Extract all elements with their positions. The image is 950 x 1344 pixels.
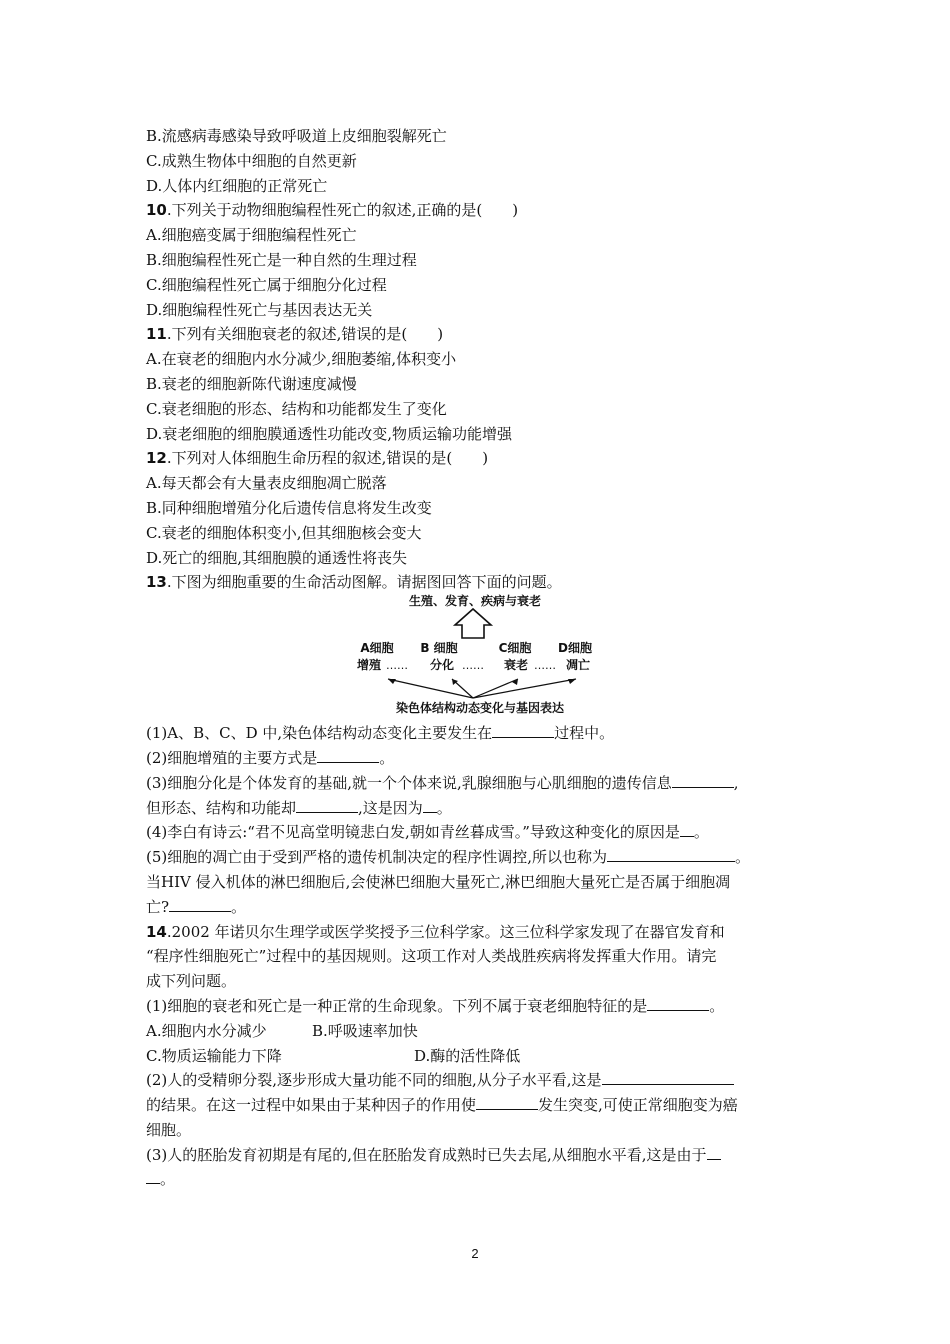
text: (5)细胞的凋亡由于受到严格的遗传机制决定的程序性调控,所以也称为 — [146, 848, 608, 867]
q13-part1 — [146, 721, 826, 746]
option-line: D.死亡的细胞,其细胞膜的通透性将丧失 — [146, 548, 408, 567]
q14-part2 — [146, 1068, 826, 1093]
option-line: C.细胞编程性死亡属于细胞分化过程 — [146, 275, 387, 294]
label-d-line2: 凋亡 — [565, 658, 590, 673]
q13-part5 — [146, 845, 826, 870]
question-text: .下图为细胞重要的生命活动图解。请据图回答下面的问题。 — [166, 573, 562, 592]
answer-blank[interactable] — [492, 722, 554, 738]
text: 但形态、结构和功能却 — [146, 798, 297, 817]
page-number: 2 — [471, 1246, 479, 1261]
answer-blank[interactable] — [169, 896, 231, 912]
q13-part3-cont — [146, 796, 826, 821]
option-line: D.衰老细胞的细胞膜通透性功能改变,物质运输功能增强 — [146, 424, 513, 443]
text: ,这是因为 — [358, 798, 423, 817]
text: 当HIV 侵入机体的淋巴细胞后,会使淋巴细胞大量死亡,淋巴细胞大量死亡是否属于细胞凋 — [146, 872, 731, 891]
text: (4)李白有诗云:“君不见高堂明镜悲白发,朝如青丝暮成雪。”导致这种变化的原因是 — [146, 823, 680, 842]
question-13-stem — [146, 570, 826, 595]
label-b-line1: B 细胞 — [420, 641, 458, 656]
question-number: 11 — [146, 325, 167, 344]
answer-blank[interactable] — [317, 747, 379, 763]
option-line: A.细胞癌变属于细胞编程性死亡 — [146, 226, 357, 245]
question-14-stem-cont: “程序性细胞死亡”过程中的基因规则。这项工作对人类战胜疾病将发挥重大作用。请完 — [146, 947, 717, 966]
text: (3)细胞分化是个体发育的基础,就一个个体来说,乳腺细胞与心肌细胞的遗传信息 — [146, 773, 672, 792]
answer-blank[interactable] — [607, 846, 735, 862]
label-d-line1: D细胞 — [558, 641, 592, 656]
option-line: C.衰老细胞的形态、结构和功能都发生了变化 — [146, 399, 447, 418]
question-text: .2002 年诺贝尔生理学或医学奖授予三位科学家。这三位科学家发现了在器官发育和 — [166, 922, 725, 941]
option-c: C.物质运输能力下降 — [146, 1046, 282, 1065]
arrowhead-a — [388, 679, 396, 684]
dots: …… — [386, 659, 408, 673]
answer-blank[interactable] — [602, 1069, 734, 1085]
q14-part2-cont — [146, 1093, 826, 1118]
q13-part2 — [146, 746, 826, 771]
option-a: A.细胞内水分减少 — [146, 1021, 267, 1040]
text: 。 — [160, 1170, 176, 1189]
label-a-line2: 增殖 — [356, 658, 381, 673]
text: (3)人的胚胎发育初期是有尾的,但在胚胎发育成熟时已失去尾,从细胞水平看,这是由于 — [146, 1145, 707, 1164]
arrowhead-d — [568, 679, 576, 684]
text: 。 — [709, 996, 725, 1015]
label-a-line1: A细胞 — [360, 641, 394, 656]
text: 过程中。 — [554, 724, 615, 743]
option-line: A.每天都会有大量表皮细胞凋亡脱落 — [146, 474, 387, 493]
option-line: C.衰老的细胞体积变小,但其细胞核会变大 — [146, 523, 422, 542]
text: 。 — [436, 798, 452, 817]
text: 。 — [379, 748, 395, 767]
label-b-line2: 分化 — [429, 658, 454, 673]
q14-part3-end — [146, 1167, 826, 1192]
answer-blank[interactable] — [296, 797, 358, 813]
text: 。 — [735, 848, 751, 867]
text: (1)A、B、C、D 中,染色体结构动态变化主要发生在 — [146, 724, 493, 743]
question-number: 12 — [146, 449, 167, 468]
document-page — [146, 124, 826, 1192]
question-12-stem — [146, 446, 826, 471]
option-line: A.在衰老的细胞内水分减少,细胞萎缩,体积变小 — [146, 350, 457, 369]
option-line: B.同种细胞增殖分化后遗传信息将发生改变 — [146, 498, 432, 517]
diagram-top-label: 生殖、发育、疾病与衰老 — [408, 594, 541, 609]
arrow-to-d — [473, 679, 576, 698]
arrow-to-c — [473, 679, 518, 698]
answer-blank[interactable] — [680, 821, 694, 837]
question-text: .下列有关细胞衰老的叙述,错误的是( ) — [166, 325, 444, 344]
answer-blank[interactable] — [707, 1144, 721, 1160]
cell-life-diagram — [146, 595, 826, 721]
text: (2)细胞增殖的主要方式是 — [146, 748, 318, 767]
q14-part1 — [146, 994, 826, 1019]
text: 。 — [693, 823, 709, 842]
text: 亡? — [146, 897, 170, 916]
answer-blank[interactable] — [672, 772, 734, 788]
text: (1)细胞的衰老和死亡是一种正常的生命现象。下列不属于衰老细胞特征的是 — [146, 996, 648, 1015]
dots: …… — [462, 659, 484, 673]
text: 。 — [231, 897, 247, 916]
text: , — [733, 773, 739, 792]
q13-part4 — [146, 820, 826, 845]
q14-part3 — [146, 1143, 826, 1168]
q14-part2-end: 细胞。 — [146, 1120, 192, 1139]
text: (2)人的受精卵分裂,逐步形成大量功能不同的细胞,从分子水平看,这是 — [146, 1071, 602, 1090]
option-line: B.细胞编程性死亡是一种自然的生理过程 — [146, 250, 417, 269]
q13-part5-end — [146, 895, 826, 920]
label-c-line2: 衰老 — [503, 658, 528, 673]
q13-part5-cont — [146, 870, 826, 895]
dots: …… — [534, 659, 556, 673]
text: 的结果。在这一过程中如果由于某种因子的作用使 — [146, 1096, 477, 1115]
question-10-stem — [146, 198, 826, 223]
question-14-stem-end: 成下列问题。 — [146, 972, 237, 991]
q14-options-ab — [146, 1019, 826, 1044]
answer-blank[interactable] — [423, 797, 437, 813]
option-b: B.呼吸速率加快 — [312, 1021, 418, 1040]
option-line: D.细胞编程性死亡与基因表达无关 — [146, 300, 373, 319]
question-number: 14 — [146, 922, 167, 941]
answer-blank[interactable] — [647, 995, 709, 1011]
q14-options-cd — [146, 1044, 826, 1069]
diagram-bottom-label: 染色体结构动态变化与基因表达 — [395, 701, 564, 716]
option-line: B.流感病毒感染导致呼吸道上皮细胞裂解死亡 — [146, 127, 447, 145]
question-number: 10 — [146, 201, 167, 220]
option-d: D.酶的活性降低 — [414, 1046, 521, 1065]
arrow-to-a — [388, 679, 473, 698]
option-line: C.成熟生物体中细胞的自然更新 — [146, 151, 357, 170]
q13-part3 — [146, 771, 826, 796]
question-14-stem — [146, 920, 826, 945]
question-text: .下列关于动物细胞编程性死亡的叙述,正确的是( ) — [166, 201, 519, 220]
question-text: .下列对人体细胞生命历程的叙述,错误的是( ) — [166, 449, 489, 468]
up-arrow-icon — [455, 609, 491, 638]
option-line: B.衰老的细胞新陈代谢速度减慢 — [146, 374, 357, 393]
label-c-line1: C细胞 — [498, 641, 532, 656]
answer-blank[interactable] — [146, 1168, 160, 1184]
option-line: D.人体内红细胞的正常死亡 — [146, 176, 328, 195]
text: 发生突变,可使正常细胞变为癌 — [538, 1096, 738, 1115]
question-number: 13 — [146, 573, 167, 592]
answer-blank[interactable] — [476, 1094, 538, 1110]
question-11-stem — [146, 322, 826, 347]
